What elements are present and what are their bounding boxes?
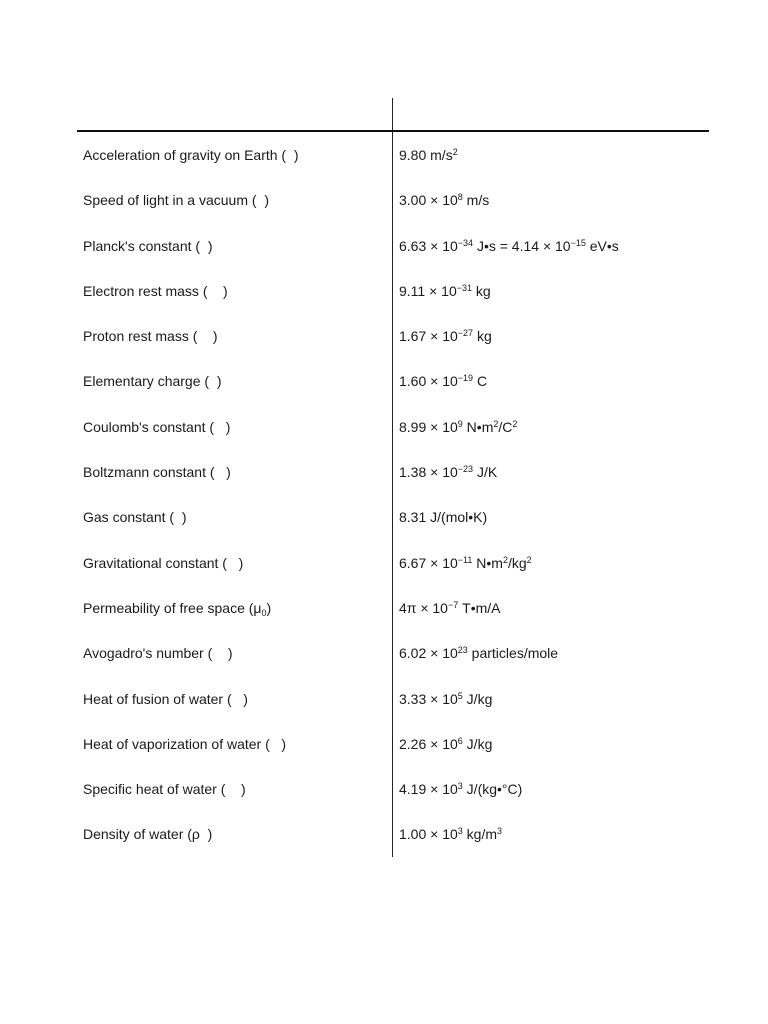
table-row — [0, 676, 768, 721]
value-text: particles/mole — [467, 645, 559, 662]
value-exponent: 3 — [457, 781, 463, 792]
constant-name: Gas constant ( ) — [83, 509, 187, 526]
value-text: N•m — [472, 554, 503, 571]
table-row — [0, 313, 768, 358]
value-exponent: 2 — [493, 418, 499, 429]
value-exponent: 9 — [457, 418, 463, 429]
constant-name: Acceleration of gravity on Earth ( ) — [83, 147, 299, 163]
value-exponent: 23 — [457, 645, 468, 656]
value-text: 3.00 × 10 — [399, 192, 458, 209]
constant-name — [83, 599, 271, 617]
constants-table — [0, 132, 768, 857]
constant-value — [399, 644, 558, 662]
constant-value — [399, 282, 491, 300]
table-row — [0, 177, 768, 222]
constant-value — [399, 825, 502, 843]
value-text: C — [473, 373, 488, 390]
table-row — [0, 449, 768, 494]
constant-value — [399, 780, 522, 798]
value-text: J/K — [473, 464, 498, 481]
value-text: T•m/A — [458, 599, 501, 616]
table-row — [0, 540, 768, 585]
value-text: 9.11 × 10 — [399, 282, 457, 299]
table-row — [0, 630, 768, 675]
table-row — [0, 268, 768, 313]
value-text: eV•s — [585, 237, 619, 254]
constant-value — [399, 237, 619, 255]
value-text: 1.00 × 10 — [399, 826, 458, 843]
value-exponent: −34 — [457, 237, 474, 248]
constant-name: Electron rest mass ( ) — [83, 282, 228, 299]
value-text: 4π × 10 — [399, 599, 448, 616]
value-exponent: −23 — [457, 464, 474, 475]
constant-name: Proton rest mass ( ) — [83, 328, 218, 345]
value-exponent: 2 — [502, 554, 508, 565]
value-exponent: 8 — [457, 192, 463, 203]
value-exponent: 2 — [452, 147, 458, 157]
constant-name: Planck's constant ( ) — [83, 237, 213, 254]
value-text: m/s — [462, 192, 490, 209]
value-exponent: −11 — [457, 554, 473, 565]
value-text: 1.38 × 10 — [399, 464, 458, 481]
constant-name: Specific heat of water ( ) — [83, 781, 246, 798]
constant-name: Avogadro's number ( ) — [83, 645, 233, 662]
value-exponent: 6 — [457, 735, 463, 746]
value-text: 1.67 × 10 — [399, 328, 458, 345]
constant-value — [399, 508, 487, 526]
constant-value — [399, 191, 489, 209]
value-exponent: 5 — [457, 690, 463, 701]
value-text: J•s = 4.14 × 10 — [473, 237, 571, 254]
constant-name: Density of water (ρ ) — [83, 826, 213, 843]
value-exponent: 3 — [497, 826, 503, 837]
constant-value — [399, 463, 497, 481]
constant-value — [399, 146, 458, 164]
value-exponent: −19 — [457, 373, 474, 384]
value-exponent: −15 — [570, 237, 586, 248]
value-text: kg/m — [462, 826, 498, 843]
value-text: N•m — [462, 418, 494, 435]
constant-name: Coulomb's constant ( ) — [83, 418, 231, 435]
value-exponent: −7 — [447, 599, 459, 610]
value-exponent: 2 — [526, 554, 532, 565]
value-text: J/kg — [462, 690, 493, 707]
table-row — [0, 585, 768, 630]
constant-value — [399, 690, 492, 708]
value-text: 8.31 J/(mol•K) — [399, 509, 488, 526]
value-text: 9.80 m/s — [399, 147, 453, 163]
table-row — [0, 766, 768, 811]
constant-name: Gravitational constant ( ) — [83, 554, 244, 571]
constant-name: Heat of fusion of water ( ) — [83, 690, 248, 707]
constant-value — [399, 735, 492, 753]
table-row — [0, 404, 768, 449]
value-exponent: −31 — [456, 282, 473, 293]
value-text: 6.02 × 10 — [399, 645, 458, 662]
value-exponent: 2 — [512, 418, 518, 429]
constant-value — [399, 599, 500, 617]
value-text: /kg — [507, 554, 527, 571]
value-text: 4.19 × 10 — [399, 781, 458, 798]
constant-value — [399, 554, 532, 572]
constant-name: Elementary charge ( ) — [83, 373, 222, 390]
constant-name: Speed of light in a vacuum ( ) — [83, 192, 269, 209]
value-text: kg — [473, 328, 492, 345]
table-row — [0, 358, 768, 403]
value-text: 6.67 × 10 — [399, 554, 458, 571]
table-row — [0, 494, 768, 539]
value-text: 2.26 × 10 — [399, 735, 458, 752]
value-text: J/kg — [462, 735, 493, 752]
constant-value — [399, 418, 517, 436]
value-exponent: 3 — [457, 826, 463, 837]
constant-name: Heat of vaporization of water ( ) — [83, 735, 287, 752]
value-text: 6.63 × 10 — [399, 237, 458, 254]
table-row — [0, 223, 768, 268]
value-text: J/(kg•°C) — [462, 781, 523, 798]
table-row — [0, 132, 768, 177]
name-text: Permeability of free space (μ — [83, 599, 262, 616]
value-text: 1.60 × 10 — [399, 373, 458, 390]
name-subscript: 0 — [261, 607, 267, 618]
value-exponent: −27 — [457, 328, 474, 339]
constant-value — [399, 372, 487, 390]
value-text: /C — [498, 418, 513, 435]
value-text: kg — [472, 282, 491, 299]
value-text: 8.99 × 10 — [399, 418, 458, 435]
constant-name: Boltzmann constant ( ) — [83, 464, 231, 481]
table-row — [0, 721, 768, 766]
name-text: ) — [266, 599, 272, 616]
table-row — [0, 811, 768, 856]
value-text: 3.33 × 10 — [399, 690, 458, 707]
constant-value — [399, 327, 492, 345]
